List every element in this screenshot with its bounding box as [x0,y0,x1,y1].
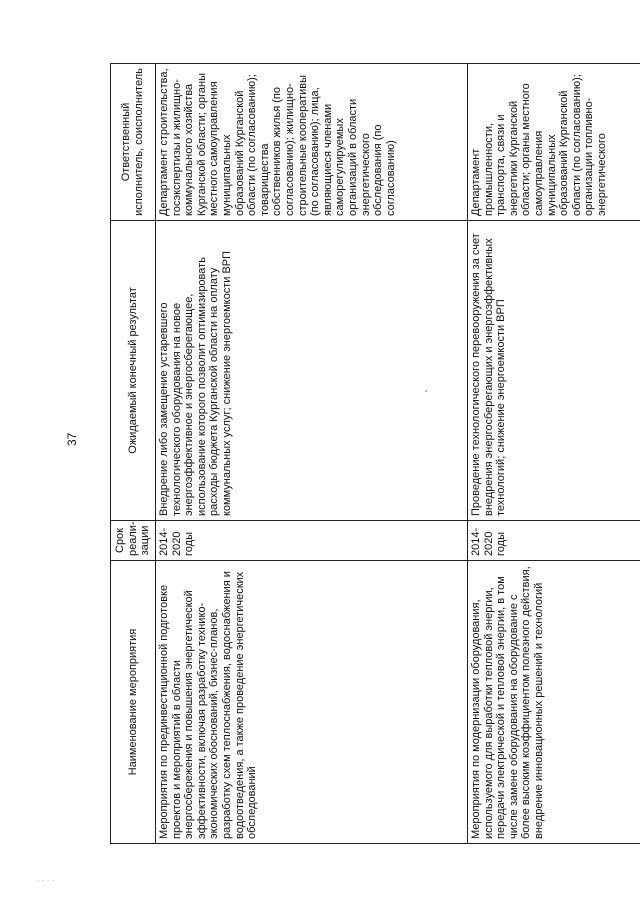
cell-responsible: Департамент промышленности, транспорта, связи и энергетики Курганской области; органы местного самоуправления муниципальных образований Курганской области (по согласованию); организации топливно-энергетического [468,64,640,221]
cell-term: 2014-2020 годы [468,521,640,561]
program-table [110,64,640,844]
scan-mark: · · · · [37,876,55,885]
cell-name: Мероприятия по модернизации оборудования, используемого для выработки тепловой энергии, передачи электрической и тепловой энергии, в том числе замене оборудования на оборудование с более высоким коэффициентом полезного действия, внедрение инновационных решений и технологий [468,561,640,844]
table-header-row [111,64,156,844]
cell-result: Внедрение либо замещение устаревшего технологического оборудования на новое энергоэффективное и энергосберегающее, использование которого позволит оптимизировать расходы бюджета Курганской области на оплату коммунальных услуг; снижение энергоемкости ВРП [156,221,468,521]
table-row [468,64,640,844]
header-result: Ожидаемый конечный результат [111,221,156,521]
page-number: 37 [65,432,79,446]
measures-table [110,63,640,844]
header-responsible: Ответственный исполнитель, соисполнитель [111,64,156,221]
cell-responsible: Департамент строительства, госэкспертизы и жилищно-коммунального хозяйства Курганской области; органы местного самоуправления муниципальных образований Курганской области (по согласованию); товарищества собственников жилья (по согласованию); жилищно-строительные кооперативы (по согласованию); лица, являющиеся членами саморегулируемых организаций в области энергетического обследования (по согласованию) [156,64,468,221]
cell-name: Мероприятия по прединвестиционной подготовке проектов и мероприятий в области энергосбережения и повышения энергетической эффективности, включая разработку технико-экономических обоснований, бизнес-планов, разработку схем теплоснабжения, водоснабжения и водоотведения, а также проведение энергетических обследований [156,561,468,844]
cell-term: 2014-2020 годы [156,521,468,561]
table-row [156,64,468,844]
scan-speck [425,390,427,392]
header-name: Наименование мероприятия [111,561,156,844]
header-term: Срок реали-зации [111,521,156,561]
cell-result: Проведение технологического перевооружения за счет внедрения энергосберегающих и энергоэффективных технологий; снижение энергоемкости ВРП [468,221,640,521]
